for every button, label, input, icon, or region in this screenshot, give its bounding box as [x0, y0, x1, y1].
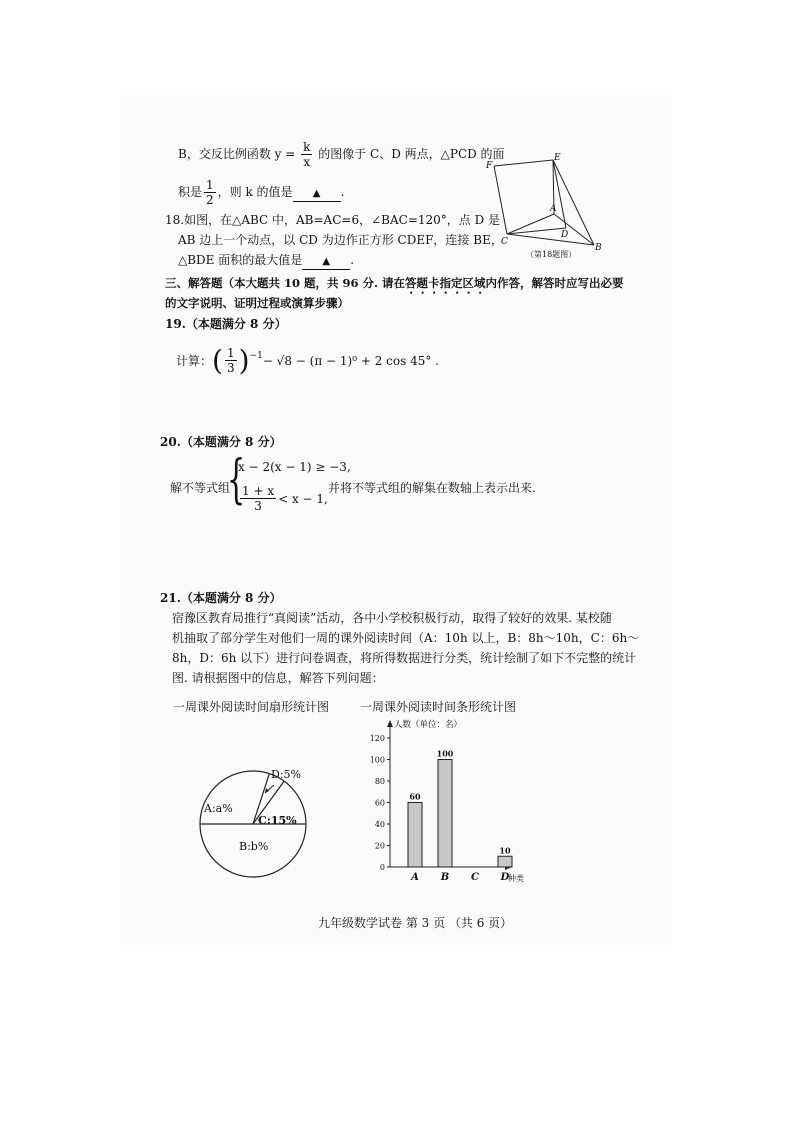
- q17-line2: [178, 178, 344, 207]
- q17-line1: [178, 140, 505, 169]
- page-footer: 九年级数学试卷 第 3 页 （共 6 页）: [318, 916, 513, 930]
- bar-B: [438, 760, 452, 868]
- q21-line4: 图. 请根据图中的信息，解答下列问题：: [172, 671, 384, 685]
- q20-frac-num: 1 + x: [242, 484, 275, 498]
- pie-label-B: B:b%: [239, 840, 269, 853]
- bar-chart-title: 一周课外阅读时间条形统计图: [360, 700, 517, 714]
- q17-text-a: B，交反比例函数 y =: [178, 147, 300, 161]
- bar-y-tick-label: 20: [374, 841, 385, 851]
- label-B: B: [595, 243, 602, 253]
- q20-ineq2-rest: < x − 1,: [278, 491, 328, 506]
- q19-left-paren: (: [212, 343, 223, 377]
- q20-brace: {: [227, 450, 246, 510]
- label-D: D: [561, 230, 569, 240]
- q19-rest: − √8 − (π − 1)⁰ + 2 cos 45° .: [262, 353, 439, 368]
- q19-frac-den: 3: [226, 361, 235, 375]
- q18-figure-caption: （第18题图）: [526, 250, 577, 259]
- q21-line2: 机抽取了部分学生对他们一周的课外阅读时间（A：10h 以上，B：8h～10h，C：6h～: [172, 631, 640, 645]
- section3-text-b: 内作答，解答时应写出必要: [485, 276, 624, 290]
- label-E: E: [554, 153, 561, 163]
- label-F: F: [486, 161, 493, 171]
- section3-line2: 的文字说明、证明过程或演算步骤）: [165, 296, 349, 310]
- q17-frac-num: k: [303, 140, 311, 154]
- bar-data-label-B: 100: [436, 748, 454, 759]
- q20-heading: 20.（本题满分 8 分）: [160, 435, 282, 449]
- q21-line1: 宿豫区教育局推行“真阅读”活动，各中小学校积极行动，取得了较好的效果. 某校随: [172, 611, 612, 625]
- q18-geometry-figure: [480, 150, 610, 260]
- segment-CA: [507, 214, 554, 234]
- pie-D-arrowhead: [265, 788, 269, 793]
- bar-y-tick-label: 60: [374, 798, 385, 808]
- q19-fraction-one-third: [225, 346, 237, 375]
- q19-right-paren: ): [238, 343, 250, 377]
- bar-y-axis-label: 人数（单位：名）: [394, 720, 463, 730]
- pie-label-A: A:a%: [204, 802, 233, 815]
- q17-end: .: [340, 185, 345, 199]
- pie-chart: [195, 760, 315, 885]
- pie-label-D: D:5%: [271, 768, 301, 781]
- bar-D: [498, 856, 512, 867]
- q19-label: 计算：: [176, 353, 213, 368]
- q19-expression: [176, 343, 439, 377]
- q17-frac-den: x: [303, 155, 311, 169]
- q20-frac-den: 3: [254, 499, 262, 513]
- q18-answer-blank[interactable]: ▲: [302, 255, 350, 270]
- segment-FC: [494, 166, 507, 234]
- q20-fraction: [240, 484, 276, 513]
- bar-y-tick-label: 80: [374, 777, 385, 786]
- q21-heading: 21.（本题满分 8 分）: [160, 591, 282, 605]
- bar-category-label-A: A: [411, 872, 419, 883]
- segment-CD: [507, 228, 566, 234]
- segment-CB: [507, 234, 594, 245]
- q17-fraction-k-over-x: [301, 140, 312, 169]
- q19-exponent: −1: [249, 351, 263, 361]
- q20-tail: 并将不等式组的解集在数轴上表示出来.: [328, 481, 536, 495]
- q17-half-den: 2: [206, 193, 214, 207]
- bar-y-tick-label: 120: [369, 734, 385, 743]
- q17-answer-blank[interactable]: ▲: [293, 187, 341, 202]
- q20-label: 解不等式组: [170, 481, 231, 495]
- q17-text-c: 积是: [178, 185, 203, 199]
- segment-EB: [553, 160, 594, 245]
- q20-ineq2: [238, 484, 328, 513]
- q17-half-num: 1: [206, 178, 214, 192]
- bar-category-label-B: B: [440, 872, 450, 883]
- q19-heading: 19.（本题满分 8 分）: [165, 317, 287, 331]
- bar-category-label-D: D: [500, 872, 510, 883]
- pie-chart-title: 一周课外阅读时间扇形统计图: [173, 700, 330, 714]
- bar-data-label-D: 10: [499, 845, 511, 856]
- q17-text-b: 的图像于 C、D 两点，△PCD 的面: [314, 147, 505, 161]
- q20-ineq1: x − 2(x − 1) ≥ −3,: [238, 460, 351, 474]
- bar-y-axis-arrow: [387, 720, 393, 727]
- bar-x-axis-label: 种类: [508, 874, 524, 883]
- q17-text-d: ，则 k 的值是: [217, 185, 293, 199]
- section3-emphasis: 答题卡指定区域: [405, 276, 486, 290]
- bar-y-tick-label: 100: [369, 755, 385, 765]
- segment-FE: [494, 160, 553, 166]
- bar-y-tick-label: 40: [374, 820, 385, 829]
- q18-text: △BDE 面积的最大值是: [178, 253, 303, 267]
- q18-end: .: [350, 253, 355, 267]
- bar-A: [408, 803, 422, 868]
- section3-text-a: 三、解答题（本大题共 10 题，共 96 分. 请在: [165, 276, 406, 290]
- q21-line3: 8h，D：6h 以下）进行问卷调查，将所得数据进行分类，统计绘制了如下不完整的统计: [172, 651, 637, 665]
- bar-y-tick-label: 0: [379, 863, 385, 872]
- q19-frac-num: 1: [226, 346, 235, 360]
- label-C: C: [501, 237, 508, 247]
- bar-category-label-C: C: [471, 872, 479, 883]
- q18-line2: AB 边上一个动点，以 CD 为边作正方形 CDEF，连接 BE，: [178, 233, 503, 247]
- label-A: A: [550, 204, 557, 214]
- bar-chart: [350, 715, 535, 890]
- bar-data-label-A: 60: [409, 791, 421, 802]
- q17-fraction-half: [204, 178, 216, 207]
- pie-label-C: C:15%: [258, 814, 297, 827]
- q18-line3: [178, 250, 354, 270]
- q18-line1: 18.如图，在△ABC 中，AB=AC=6，∠BAC=120°，点 D 是: [165, 213, 501, 227]
